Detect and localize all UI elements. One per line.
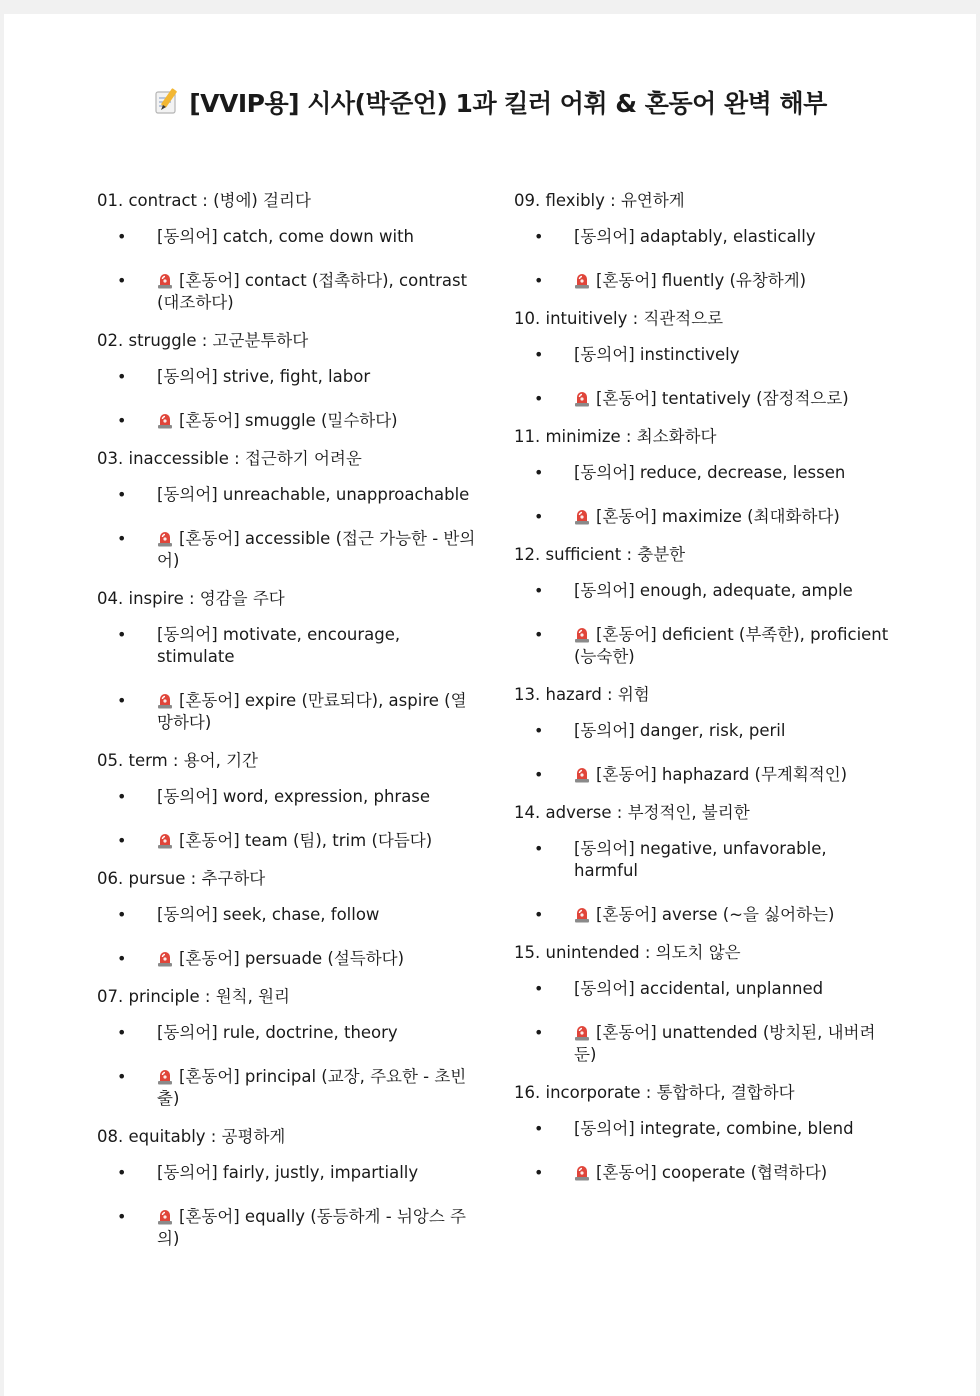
left-column: [97, 190, 477, 1266]
bullet-icon: •: [534, 463, 544, 482]
synonym-text: [동의어] catch, come down with: [157, 227, 415, 246]
siren-icon: [157, 1067, 173, 1085]
bullet-icon: •: [117, 529, 127, 548]
bullet-icon: •: [117, 1023, 127, 1042]
vocab-entry: [514, 684, 894, 786]
vocab-headword: 15. unintended : 의도치 않은: [514, 943, 741, 962]
confusable-item: [514, 904, 894, 926]
bullet-icon: •: [117, 485, 127, 504]
confusable-item: [514, 270, 894, 292]
vocab-entry: [97, 868, 477, 970]
siren-icon: [157, 411, 173, 429]
synonym-text: [동의어] danger, risk, peril: [574, 721, 786, 740]
siren-icon: [157, 949, 173, 967]
vocab-detail-list: [97, 484, 477, 572]
vocab-headword: 02. struggle : 고군분투하다: [97, 331, 309, 350]
confusable-text: [혼동어] equally (동등하게 - 뉘앙스 주의): [157, 1207, 466, 1248]
confusable-item: [514, 506, 894, 528]
bullet-icon: •: [117, 905, 127, 924]
bullet-icon: •: [534, 721, 544, 740]
synonym-text: [동의어] unreachable, unapproachable: [157, 485, 470, 504]
synonym-item: [97, 1162, 477, 1184]
bullet-icon: •: [534, 389, 544, 408]
synonym-text: [동의어] seek, chase, follow: [157, 905, 380, 924]
confusable-text: [혼동어] team (팀), trim (다듬다): [179, 831, 433, 850]
siren-icon: [574, 507, 590, 525]
siren-icon: [574, 765, 590, 783]
confusable-item: [97, 270, 477, 314]
synonym-item: [97, 786, 477, 808]
vocab-detail-list: [514, 978, 894, 1066]
vocab-headword: 12. sufficient : 충분한: [514, 545, 686, 564]
confusable-text: [혼동어] haphazard (무계획적인): [596, 765, 848, 784]
confusable-text: [혼동어] contact (접촉하다), contrast (대조하다): [157, 271, 468, 312]
confusable-text: [혼동어] principal (교장, 주요한 - 초빈출): [157, 1067, 467, 1108]
confusable-text: [혼동어] tentatively (잠정적으로): [596, 389, 849, 408]
synonym-text: [동의어] integrate, combine, blend: [574, 1119, 854, 1138]
bullet-icon: •: [534, 1023, 544, 1042]
bullet-icon: •: [534, 979, 544, 998]
bullet-icon: •: [534, 1163, 544, 1182]
vocab-detail-list: [514, 462, 894, 528]
vocab-entry: [514, 802, 894, 926]
confusable-text: [혼동어] cooperate (협력하다): [596, 1163, 828, 1182]
synonym-item: [97, 366, 477, 388]
vocab-headword: 13. hazard : 위험: [514, 685, 650, 704]
bullet-icon: •: [534, 581, 544, 600]
siren-icon: [574, 389, 590, 407]
vocab-detail-list: [97, 1162, 477, 1250]
synonym-item: [514, 838, 894, 882]
synonym-item: [514, 1118, 894, 1140]
vocab-headword: 10. intuitively : 직관적으로: [514, 309, 724, 328]
vocab-detail-list: [97, 226, 477, 314]
siren-icon: [157, 271, 173, 289]
siren-icon: [157, 691, 173, 709]
confusable-text: [혼동어] expire (만료되다), aspire (열망하다): [157, 691, 467, 732]
synonym-item: [514, 978, 894, 1000]
confusable-text: [혼동어] fluently (유창하게): [596, 271, 807, 290]
vocab-entry: [97, 330, 477, 432]
siren-icon: [157, 831, 173, 849]
vocab-entry: [97, 448, 477, 572]
synonym-text: [동의어] motivate, encourage, stimulate: [157, 625, 401, 666]
confusable-text: [혼동어] unattended (방치된, 내버려둔): [574, 1023, 876, 1064]
vocab-detail-list: [514, 226, 894, 292]
bullet-icon: •: [117, 625, 127, 644]
synonym-text: [동의어] enough, adequate, ample: [574, 581, 853, 600]
siren-icon: [574, 625, 590, 643]
document-title-row: [4, 84, 976, 121]
bullet-icon: •: [534, 507, 544, 526]
page-title: [VVIP용] 시사(박준언) 1과 킬러 어휘 & 혼동어 완벽 해부: [189, 89, 827, 118]
bullet-icon: •: [117, 367, 127, 386]
siren-icon: [157, 1207, 173, 1225]
synonym-text: [동의어] adaptably, elastically: [574, 227, 816, 246]
vocab-headword: 06. pursue : 추구하다: [97, 869, 266, 888]
vocab-detail-list: [514, 344, 894, 410]
siren-icon: [157, 529, 173, 547]
confusable-item: [97, 528, 477, 572]
confusable-item: [97, 830, 477, 852]
synonym-text: [동의어] accidental, unplanned: [574, 979, 824, 998]
confusable-item: [514, 1162, 894, 1184]
siren-icon: [574, 1163, 590, 1181]
bullet-icon: •: [534, 905, 544, 924]
memo-icon: [153, 87, 181, 121]
confusable-item: [514, 388, 894, 410]
bullet-icon: •: [117, 949, 127, 968]
vocab-detail-list: [514, 838, 894, 926]
vocab-headword: 09. flexibly : 유연하게: [514, 191, 685, 210]
right-column: [514, 190, 894, 1200]
synonym-item: [514, 720, 894, 742]
vocab-detail-list: [514, 1118, 894, 1184]
bullet-icon: •: [117, 1163, 127, 1182]
vocab-headword: 01. contract : (병에) 걸리다: [97, 191, 311, 210]
vocab-detail-list: [97, 904, 477, 970]
bullet-icon: •: [534, 765, 544, 784]
bullet-icon: •: [117, 227, 127, 246]
vocab-entry: [514, 942, 894, 1066]
synonym-text: [동의어] reduce, decrease, lessen: [574, 463, 846, 482]
vocab-headword: 05. term : 용어, 기간: [97, 751, 258, 770]
confusable-text: [혼동어] accessible (접근 가능한 - 반의어): [157, 529, 476, 570]
confusable-text: [혼동어] smuggle (밀수하다): [179, 411, 398, 430]
vocab-headword: 16. incorporate : 통합하다, 결합하다: [514, 1083, 795, 1102]
bullet-icon: •: [534, 625, 544, 644]
confusable-item: [97, 410, 477, 432]
confusable-text: [혼동어] deficient (부족한), proficient (능숙한): [574, 625, 889, 666]
bullet-icon: •: [117, 1207, 127, 1226]
confusable-item: [514, 764, 894, 786]
synonym-item: [97, 1022, 477, 1044]
synonym-text: [동의어] rule, doctrine, theory: [157, 1023, 398, 1042]
confusable-item: [97, 690, 477, 734]
confusable-text: [혼동어] persuade (설득하다): [179, 949, 405, 968]
bullet-icon: •: [117, 271, 127, 290]
vocab-entry: [97, 1126, 477, 1250]
document-page: [4, 14, 976, 1396]
siren-icon: [574, 905, 590, 923]
confusable-text: [혼동어] maximize (최대화하다): [596, 507, 840, 526]
vocab-entry: [514, 1082, 894, 1184]
confusable-item: [514, 1022, 894, 1066]
bullet-icon: •: [534, 345, 544, 364]
vocab-entry: [97, 986, 477, 1110]
synonym-item: [514, 580, 894, 602]
synonym-item: [97, 484, 477, 506]
vocab-entry: [514, 190, 894, 292]
vocab-entry: [97, 750, 477, 852]
synonym-text: [동의어] negative, unfavorable, harmful: [574, 839, 827, 880]
bullet-icon: •: [534, 271, 544, 290]
vocab-entry: [514, 544, 894, 668]
bullet-icon: •: [117, 691, 127, 710]
siren-icon: [574, 271, 590, 289]
bullet-icon: •: [534, 1119, 544, 1138]
vocab-detail-list: [97, 624, 477, 734]
vocab-detail-list: [514, 580, 894, 668]
synonym-item: [97, 226, 477, 248]
vocab-entry: [514, 308, 894, 410]
bullet-icon: •: [117, 411, 127, 430]
confusable-item: [97, 1206, 477, 1250]
vocab-headword: 11. minimize : 최소화하다: [514, 427, 717, 446]
confusable-item: [514, 624, 894, 668]
vocab-headword: 07. principle : 원칙, 원리: [97, 987, 290, 1006]
vocab-headword: 03. inaccessible : 접근하기 어려운: [97, 449, 362, 468]
synonym-text: [동의어] fairly, justly, impartially: [157, 1163, 419, 1182]
vocab-headword: 04. inspire : 영감을 주다: [97, 589, 285, 608]
synonym-text: [동의어] word, expression, phrase: [157, 787, 431, 806]
bullet-icon: •: [117, 787, 127, 806]
confusable-item: [97, 1066, 477, 1110]
bullet-icon: •: [117, 831, 127, 850]
synonym-text: [동의어] instinctively: [574, 345, 740, 364]
vocab-entry: [514, 426, 894, 528]
synonym-item: [514, 344, 894, 366]
synonym-text: [동의어] strive, fight, labor: [157, 367, 371, 386]
vocab-entry: [97, 190, 477, 314]
synonym-item: [514, 462, 894, 484]
vocab-detail-list: [97, 366, 477, 432]
synonym-item: [514, 226, 894, 248]
bullet-icon: •: [534, 227, 544, 246]
vocab-detail-list: [514, 720, 894, 786]
vocab-headword: 14. adverse : 부정적인, 불리한: [514, 803, 750, 822]
vocab-entry: [97, 588, 477, 734]
bullet-icon: •: [117, 1067, 127, 1086]
vocab-headword: 08. equitably : 공평하게: [97, 1127, 286, 1146]
synonym-item: [97, 904, 477, 926]
confusable-item: [97, 948, 477, 970]
vocab-detail-list: [97, 1022, 477, 1110]
confusable-text: [혼동어] averse (~을 싫어하는): [596, 905, 835, 924]
synonym-item: [97, 624, 477, 668]
siren-icon: [574, 1023, 590, 1041]
bullet-icon: •: [534, 839, 544, 858]
vocab-detail-list: [97, 786, 477, 852]
